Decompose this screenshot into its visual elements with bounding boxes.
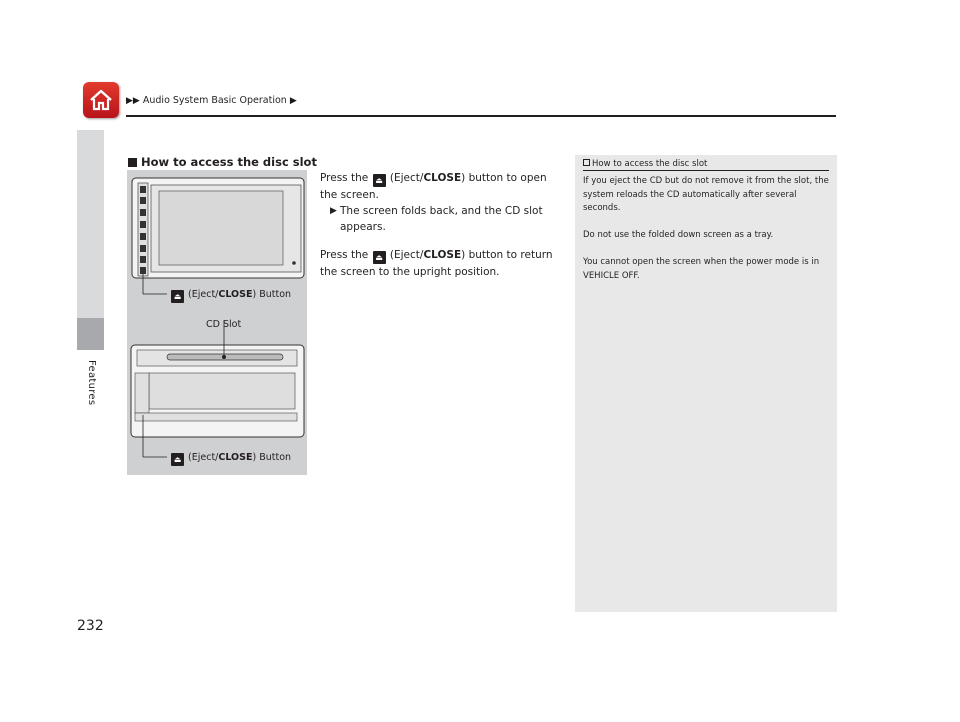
note-paragraph: Do not use the folded down screen as a tray. (583, 230, 774, 240)
eject-icon: ⏏ (373, 251, 386, 264)
section-side-label: Features (86, 360, 97, 406)
instruction-close: Press the ⏏ (Eject/CLOSE) button to return the screen to the upright position. (320, 249, 553, 278)
chevron-icon: ▶▶ (126, 96, 140, 106)
note-paragraph: You cannot open the screen when the power mode is in VEHICLE OFF. (583, 257, 820, 281)
eject-button-callout-bottom: ⏏ (Eject/CLOSE) Button (170, 452, 291, 466)
instruction-result: ▶ The screen folds back, and the CD slot appears. (330, 205, 543, 233)
home-icon[interactable] (83, 82, 119, 118)
cd-slot-callout: CD Slot (206, 319, 242, 330)
chevron-icon: ▶ (289, 96, 297, 106)
breadcrumb-text: Audio System Basic Operation (142, 95, 287, 106)
side-tab-marker (77, 318, 104, 350)
square-bullet-icon (128, 158, 137, 167)
instruction-open: Press the ⏏ (Eject/CLOSE) button to open the screen. ▶ The screen folds back, and the CD slot appears. (320, 170, 565, 235)
eject-button-callout-top: ⏏ (Eject/CLOSE) Button (170, 289, 291, 303)
note-marker-icon (583, 159, 590, 166)
page-number: 232 (77, 618, 104, 634)
side-bar (77, 130, 104, 318)
eject-icon: ⏏ (171, 290, 184, 303)
header-divider (126, 115, 836, 117)
eject-icon: ⏏ (373, 174, 386, 187)
house-glyph (89, 88, 113, 112)
note-body (583, 175, 829, 297)
section-heading: How to access the disc slot (128, 155, 317, 169)
breadcrumb[interactable] (126, 95, 297, 106)
eject-icon: ⏏ (171, 453, 184, 466)
note-title: How to access the disc slot (583, 159, 707, 169)
note-paragraph: If you eject the CD but do not remove it from the slot, the system reloads the CD automatically after several seconds. (583, 176, 829, 213)
result-arrow-icon: ▶ (330, 206, 337, 216)
note-divider (583, 170, 829, 171)
